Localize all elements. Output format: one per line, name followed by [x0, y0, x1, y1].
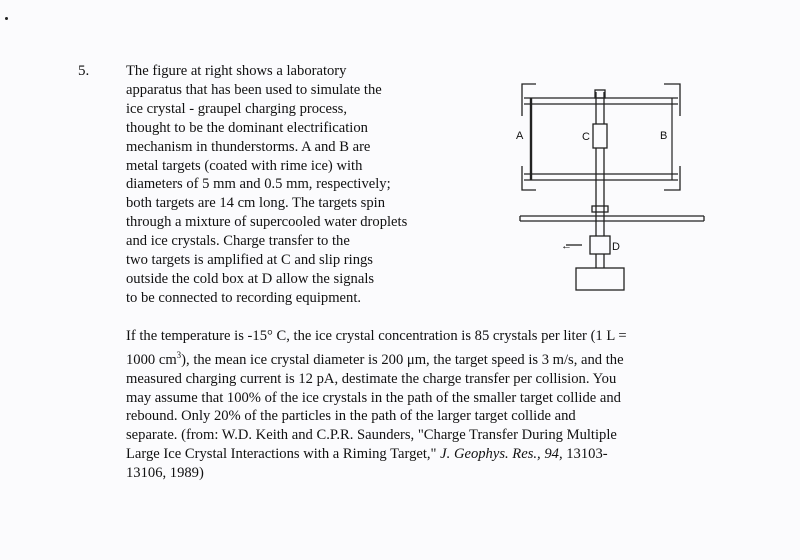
intro-line: both targets are 14 cm long. The targets spin: [126, 195, 385, 212]
problem-text: Large Ice Crystal Interactions with a Riming Target,": [126, 446, 437, 463]
speck: [5, 17, 8, 20]
problem-line: 13106, 1989): [126, 465, 204, 482]
intro-paragraph: [126, 62, 466, 308]
apparatus-diagram: [500, 78, 720, 298]
problem-line: If the temperature is -15° C, the ice crystal concentration is 85 crystals per liter (1 L =: [126, 328, 627, 344]
intro-line: metal targets (coated with rime ice) with: [126, 157, 363, 174]
question-number: 5.: [78, 63, 90, 79]
journal-pages: 13103-: [566, 446, 608, 463]
intro-line: The figure at right shows a laboratory: [126, 63, 347, 79]
intro-line: mechanism in thunderstorms. A and B are: [126, 138, 371, 155]
motor-box: [576, 268, 624, 290]
intro-line: apparatus that has been used to simulate the: [126, 81, 382, 98]
intro-line: thought to be the dominant electrification: [126, 119, 368, 136]
intro-line: and ice crystals. Charge transfer to the: [126, 233, 350, 250]
problem-text: ), the mean ice crystal diameter is 200 μm, the target speed is 3 m/s, and the: [181, 351, 624, 368]
journal-name: J. Geophys. Res.,: [440, 446, 541, 463]
journal-volume: 94,: [544, 446, 563, 463]
problem-text: 1000 cm: [126, 351, 177, 368]
label-c: C: [582, 131, 590, 143]
intro-line: ice crystal - graupel charging process,: [126, 100, 347, 117]
intro-line: outside the cold box at D allow the signals: [126, 270, 375, 287]
intro-line: two targets is amplified at C and slip rings: [126, 252, 373, 269]
intro-line: through a mixture of supercooled water droplets: [126, 214, 408, 231]
amplifier-c-box: [593, 124, 607, 148]
label-d: D: [612, 241, 620, 253]
shaft-collar: [592, 206, 608, 212]
problem-line: separate. (from: W.D. Keith and C.P.R. Saunders, "Charge Transfer During Multiple: [126, 427, 617, 444]
label-a: A: [516, 130, 524, 142]
problem-line: [126, 346, 726, 370]
problem-paragraph: [126, 327, 726, 483]
intro-line: diameters of 5 mm and 0.5 mm, respectively;: [126, 176, 391, 193]
apparatus-figure: [500, 78, 720, 298]
problem-line: may assume that 100% of the ice crystals in the path of the smaller target collide and: [126, 389, 621, 406]
left-bracket-bottom: [522, 166, 536, 190]
problem-line: [126, 445, 726, 464]
intro-line: to be connected to recording equipment.: [126, 289, 362, 306]
label-b: B: [660, 130, 668, 142]
arrow-icon: ←: [561, 240, 572, 252]
left-bracket-top: [522, 84, 536, 116]
problem-line: rebound. Only 20% of the particles in the path of the larger target collide and: [126, 408, 576, 425]
slip-ring-d-box: [590, 236, 610, 254]
superscript: 3: [176, 349, 182, 360]
problem-line: measured charging current is 12 pA, destimate the charge transfer per collision. You: [126, 370, 617, 387]
